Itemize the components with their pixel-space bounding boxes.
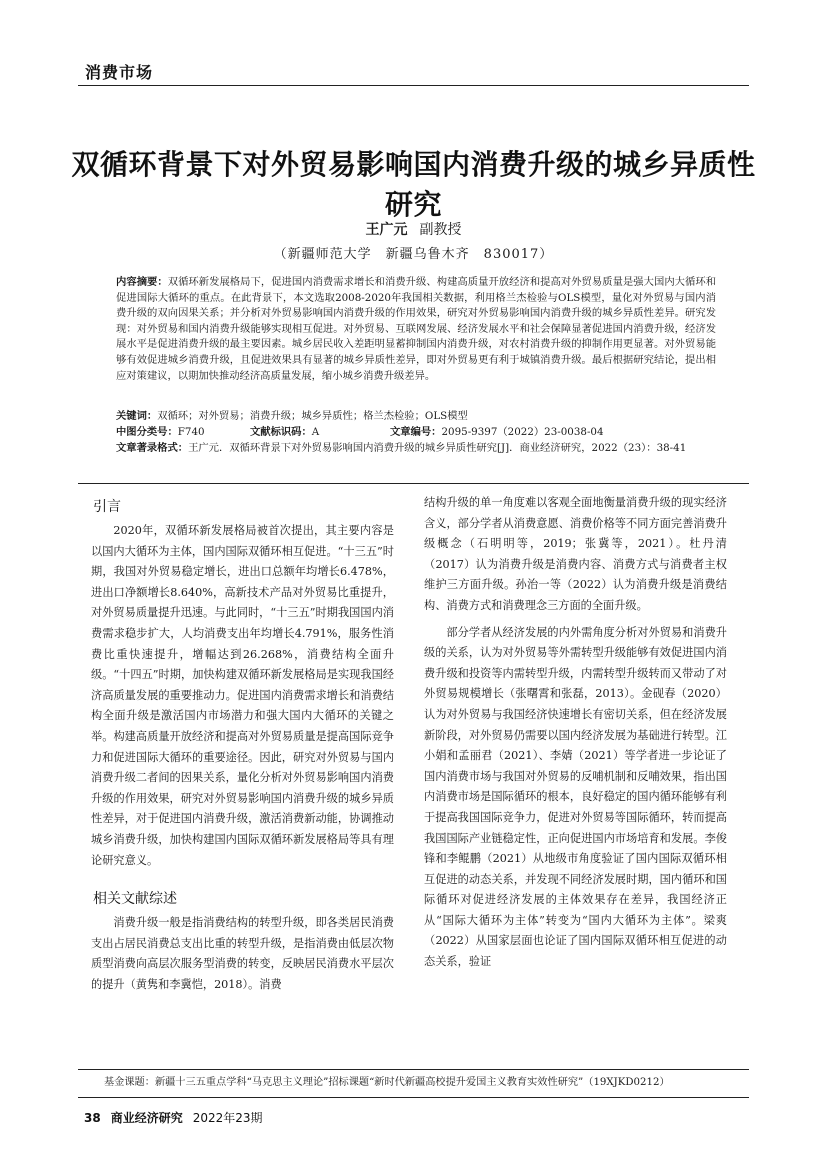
article-number-label: 文章编号： — [390, 426, 442, 438]
paragraph-literature-2: 部分学者从经济发展的内外需角度分析对外贸易和消费升级的关系，认为对外贸易等外需转型升级能够有效促进国内消费升级和投资等内需转型升级，内需转型升级转而又带动了对外贸易规模增长（张曙霄和张磊，2013）。金砚春（2020）认为对外贸易与我国经济快速增长有密切关系，但在经济发展新阶段，对外贸易仍需要以国内经济发展为基础进行转型。江小娟和孟丽君（2021）、李婧（2021）等学者进一步论证了国内消费市场与我国对外贸易的反哺机制和反哺效果，指出国内消费市场是国际循环的根本，良好稳定的国内循环能够有利于提高我国国际竞争力，促进对外贸易等国际循环，转而提高我国国际产业链稳定性，正向促进国内市场培育和发展。李俊锋和李鲲鹏（2021）从地级市角度验证了国内国际双循环相互促进的动态关系，并发现不同经济发展时期，国内循环和国际循环对促进经济发展的主体效果存在差异，我国经济正从“国际大循环为主体”转变为“国内大循环为主体”。梁爽（2022）从国家层面也论证了国内国际双循环相互促进的动态关系，验证 — [424, 625, 727, 969]
journal-issue: 2022年23期 — [192, 1111, 263, 1125]
journal-name: 商业经济研究 — [110, 1111, 183, 1125]
author-line — [0, 219, 827, 239]
clc-cell — [116, 425, 250, 441]
right-column — [424, 493, 727, 973]
clc-label: 中图分类号： — [116, 426, 178, 438]
citation-label: 文章著录格式： — [116, 442, 189, 454]
doc-code-value: A — [311, 426, 320, 438]
article-number-cell — [390, 425, 604, 441]
heading-introduction: 引言 — [93, 499, 121, 515]
article-title: 双循环背景下对外贸易影响国内消费升级的城乡异质性研究 — [71, 148, 756, 221]
classification-row — [116, 425, 716, 441]
clc-value: F740 — [177, 426, 205, 438]
abstract-label: 内容摘要： — [116, 276, 168, 288]
author-name: 王广元 — [365, 222, 408, 238]
article-number-value: 2095-9397（2022）23-0038-04 — [441, 426, 604, 438]
heading-literature-review: 相关文献综述 — [93, 891, 177, 908]
citation — [116, 441, 716, 457]
funding-label: 基金课题： — [104, 1077, 155, 1088]
funding-text: 新疆十三五重点学科“马克思主义理论”招标课题“新时代新疆高校提升爱国主义教育实效性研究”（19XJKD0212） — [154, 1077, 670, 1088]
page-number: 38 — [84, 1111, 101, 1125]
keywords-text: 双循环；对外贸易；消费升级；城乡异质性；格兰杰检验；OLS模型 — [157, 410, 468, 422]
funding-note — [104, 1075, 744, 1090]
section-label: 消费市场 — [85, 63, 154, 82]
left-column — [91, 493, 394, 995]
abstract-text: 双循环新发展格局下，促进国内消费需求增长和消费升级、构建高质量开放经济和提高对外贸易质量是强大国内大循环和促进国际大循环的重点。在此背景下，本文选取2008-2020年我国相关数据，利用格兰杰检验与OLS模型，量化对外贸易与国内消费升级的双向因果关系；并分析对外贸易影响国内消费升级的作用效果，研究对外贸易影响国内消费升级的城乡异质性差异。研究发现：对外贸易和国内消费升级能够实现相互促进。对外贸易、互联网发展、经济发展水平和社会保障显著促进国内消费升级，经济发展水平是促进消费升级的最主要因素。城乡居民收入差距明显蓄抑制国内消费升级，对农村消费升级的抑制作用更显著。对外贸易能够有效促进城乡消费升级，且促进效果具有显著的城乡异质性差异，即对外贸易更有利于城镇消费升级。最后根据研究结论，提出相应对策建议，以期加快推动经济高质量发展，缩小城乡消费升级差异。 — [116, 276, 717, 382]
keywords-label: 关键词： — [116, 410, 158, 422]
paragraph-introduction: 2020年，双循环新发展格局被首次提出，其主要内容是以国内大循环为主体，国内国际双循环相互促进。“十三五”时期，我国对外贸易稳定增长，进出口总额年均增长6.478%，进出口净额增长8.640%，高新技术产品对外贸易比重提升，对外贸易质量提升迅速。与此同时，“十三五”时期我国国内消费需求稳步扩大，人均消费支出年均增长4.791%，服务性消费比重快速提升，增幅达到26.268%，消费结构全面升级。“十四五”时期，加快构建双循环新发展格局是实现我国经济高质量发展的重要推动力。促进国内消费需求增长和消费结构全面升级是激活国内市场潜力和强大国内大循环的关键之举。构建高质量开放经济和提高对外贸易质量是提高国际竞争力和促进国际大循环的重要途径。因此，研究对外贸易与国内消费升级二者间的因果关系，量化分析对外贸易影响国内消费升级的作用效果，研究对外贸易影响国内消费升级的城乡异质性差异，对于促进国内消费升级，激活消费新动能，协调推动城乡消费升级，加快构建国内国际双循环新发展格局等具有理论研究意义。 — [91, 524, 394, 867]
author-affiliation: （新疆师范大学 新疆乌鲁木齐 830017） — [273, 247, 554, 262]
abstract-rule — [78, 483, 749, 484]
paragraph-literature-1: 消费升级一般是指消费结构的转型升级，即各类居民消费支出占居民消费总支出比重的转型升级，是指消费由低层次物质型消费向高层次服务型消费的转变，反映居民消费水平层次的提升（黄隽和李冀恺，2018）。消费 — [91, 916, 394, 991]
author-title: 副教授 — [419, 222, 462, 238]
doc-code-cell — [250, 425, 390, 441]
keywords — [116, 409, 716, 425]
page-footer — [84, 1109, 263, 1126]
citation-text: 王广元．双循环背景下对外贸易影响国内消费升级的城乡异质性研究[J]．商业经济研究，2022（23）：38-41 — [188, 442, 687, 454]
funding-rule-top — [78, 1069, 749, 1070]
doc-code-label: 文献标识码： — [250, 426, 312, 438]
paragraph-literature-1-cont: 结构升级的单一角度难以客观全面地衡量消费升级的现实经济含义，部分学者从消费意愿、消费价格等不同方面完善消费升级概念（石明明等，2019；张冀等，2021）。杜丹清（2017）认为消费升级是消费内容、消费方式与消费者主权维护三方面升级。孙治一等（2022）认为消费升级是消费结构、消费方式和消费理念三方面的全面升级。 — [424, 496, 727, 612]
header-rule — [78, 85, 749, 86]
funding-rule-bottom — [78, 1097, 749, 1098]
abstract — [116, 275, 716, 384]
